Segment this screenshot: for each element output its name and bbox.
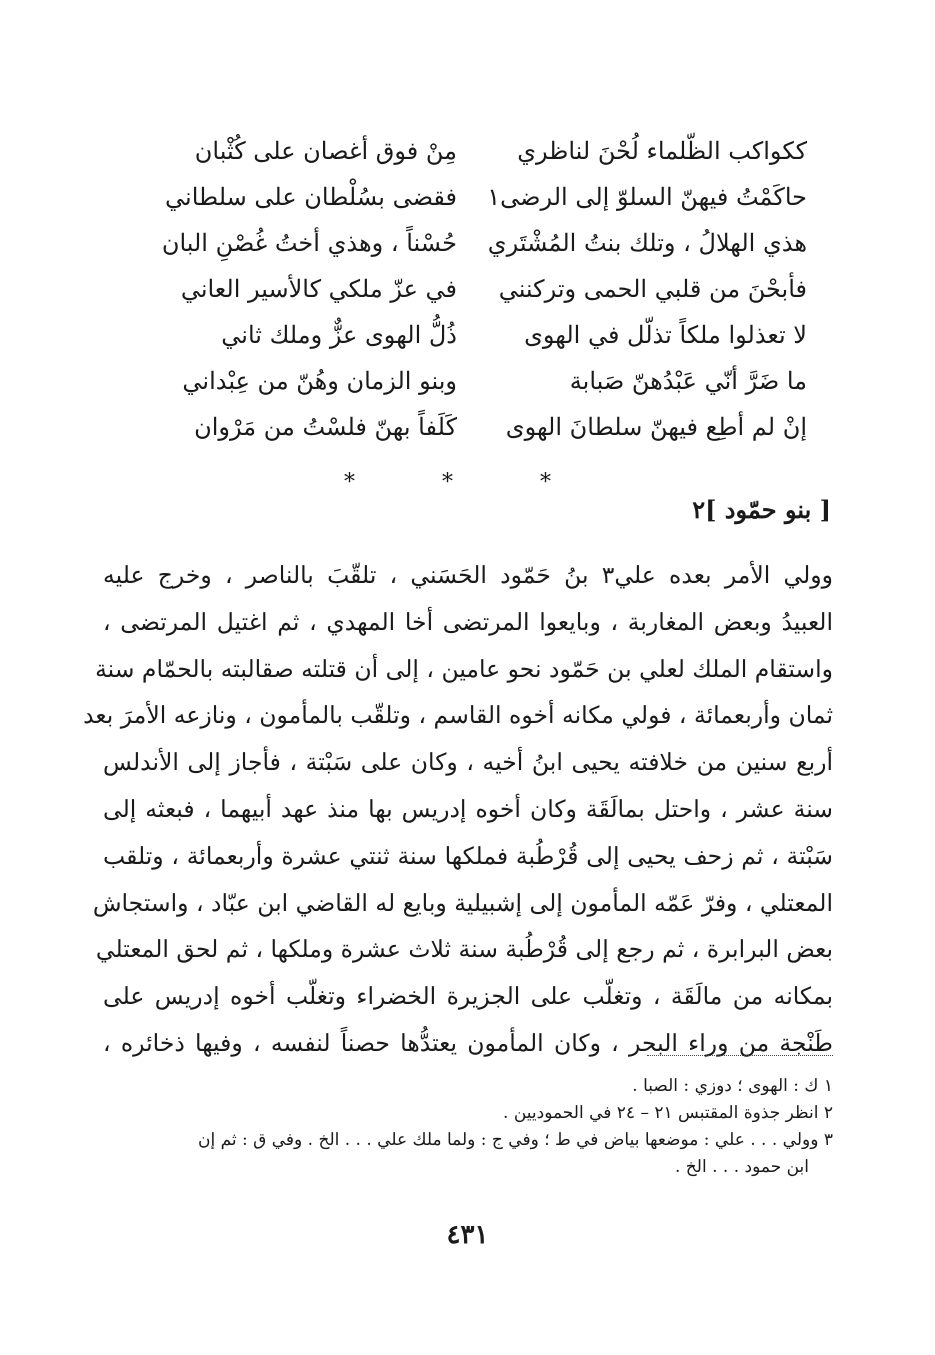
page-number: ٤٣١ [446,1220,489,1250]
text-line: بمكانه من مالَقَة ، وتغلّب على الجزيرة الخضراء وتغلّب أخوه إدريس على [103,982,833,1011]
verse-first-hemistich: حاكَمْتُ فيهنّ السلوّ إلى الرضى١ [487,183,807,211]
verse-second-hemistich: وبنو الزمان وهُنّ من عِبْداني [182,367,457,395]
footnote: ١ ك : الهوى ؛ دوزي : الصبا . [632,1076,833,1096]
footnotes [143,1073,833,1181]
verse-first-hemistich: هذي الهلالُ ، وتلك بنتُ المُشْتَري [487,229,807,257]
poem [127,128,807,450]
text-line: أربع سنين من خلافته يحيى ابنُ أخيه ، وكان على سَبْتة ، فأجاز إلى الأندلس [103,748,833,777]
section-separator: * * * [344,470,591,495]
text-line: سَبْتة ، ثم زحف يحيى إلى قُرْطُبة فملكها سنة ثنتي عشرة وأربعمائة ، وتلقب [103,841,833,870]
text-line: طَنْجة من وراء البحر ، وكان المأمون يعتدُّها حصناً لنفسه ، وفيها ذخائره ، [103,1028,833,1057]
text-line: وولي الأمر بعده علي٣ بنُ حَمّود الحَسَني ، تلقّبَ بالناصر ، وخرج عليه [103,561,833,589]
footnote: ٣ وولي . . . علي : موضعها بياض في ط ؛ وفي ج : ولما ملك علي . . . الخ . وفي ق : ثم إن [197,1130,833,1150]
verse-first-hemistich: إنْ لم أطِع فيهنّ سلطانَ الهوى [505,413,807,441]
verse [127,358,807,404]
verse [127,404,807,450]
text-line: بعض البرابرة ، ثم رجع إلى قُرْطُبة سنة ثلاث عشرة وملكها ، ثم لحق المعتلي [95,935,833,964]
verse-first-hemistich: فأبحْنَ من قلبي الحمى وتركنني [498,275,807,303]
verse-second-hemistich: ذُلُّ الهوى عزٌّ وملك ثاني [221,321,457,349]
text-line: واستقام الملك لعلي بن حَمّود نحو عامين ، إلى أن قتلته صقالبته بالحمّام سنة [95,654,833,683]
text-line: العبيدُ وبعض المغاربة ، وبايعوا المرتضى أخا المهدي ، ثم اغتيل المرتضى ، [103,607,833,636]
verse [127,174,807,220]
text-line: المعتلي ، وفرّ عَمّه المأمون إلى إشبيلية وبايع له القاضي ابن عبّاد ، واستجاش [92,888,833,917]
body-paragraph [83,552,833,1067]
verse [127,128,807,174]
verse [127,220,807,266]
footnote: ٢ انظر جذوة المقتبس ٢١ – ٢٤ في الحموديين . [503,1103,833,1123]
section-heading: [ بنو حمّود ]٢ [692,495,831,524]
footnote-continuation: ابن حمود . . . الخ . [675,1157,809,1177]
verse [127,312,807,358]
verse-first-hemistich: ما ضَرَّ أنّي عَبْدُهنّ صَبابة [569,367,807,395]
verse [127,266,807,312]
verse-second-hemistich: فقضى بسُلْطان على سلطاني [165,183,457,211]
verse-second-hemistich: في عزّ ملكي كالأسير العاني [180,275,457,303]
verse-second-hemistich: حُسْناً ، وهذي أختُ غُصْنِ البان [161,229,457,257]
footnote-divider [647,1055,833,1056]
text-line: ثمان وأربعمائة ، فولي مكانه أخوه القاسم ، وتلقّب بالمأمون ، ونازعه الأمرَ بعد [83,701,833,730]
text-line: سنة عشر ، واحتل بمالَقَة وكان أخوه إدريس بها منذ عهد أبيهما ، فبعثه إلى [103,794,833,823]
verse-second-hemistich: كَلَفاً بهنّ فلسْتُ من مَرْوان [194,413,457,441]
verse-second-hemistich: مِنْ فوق أغصان على كُثْبان [194,137,457,165]
verse-first-hemistich: ككواكب الظّلماء لُحْنَ لناظري [517,137,807,165]
verse-first-hemistich: لا تعذلوا ملكاً تذلّل في الهوى [524,321,807,349]
